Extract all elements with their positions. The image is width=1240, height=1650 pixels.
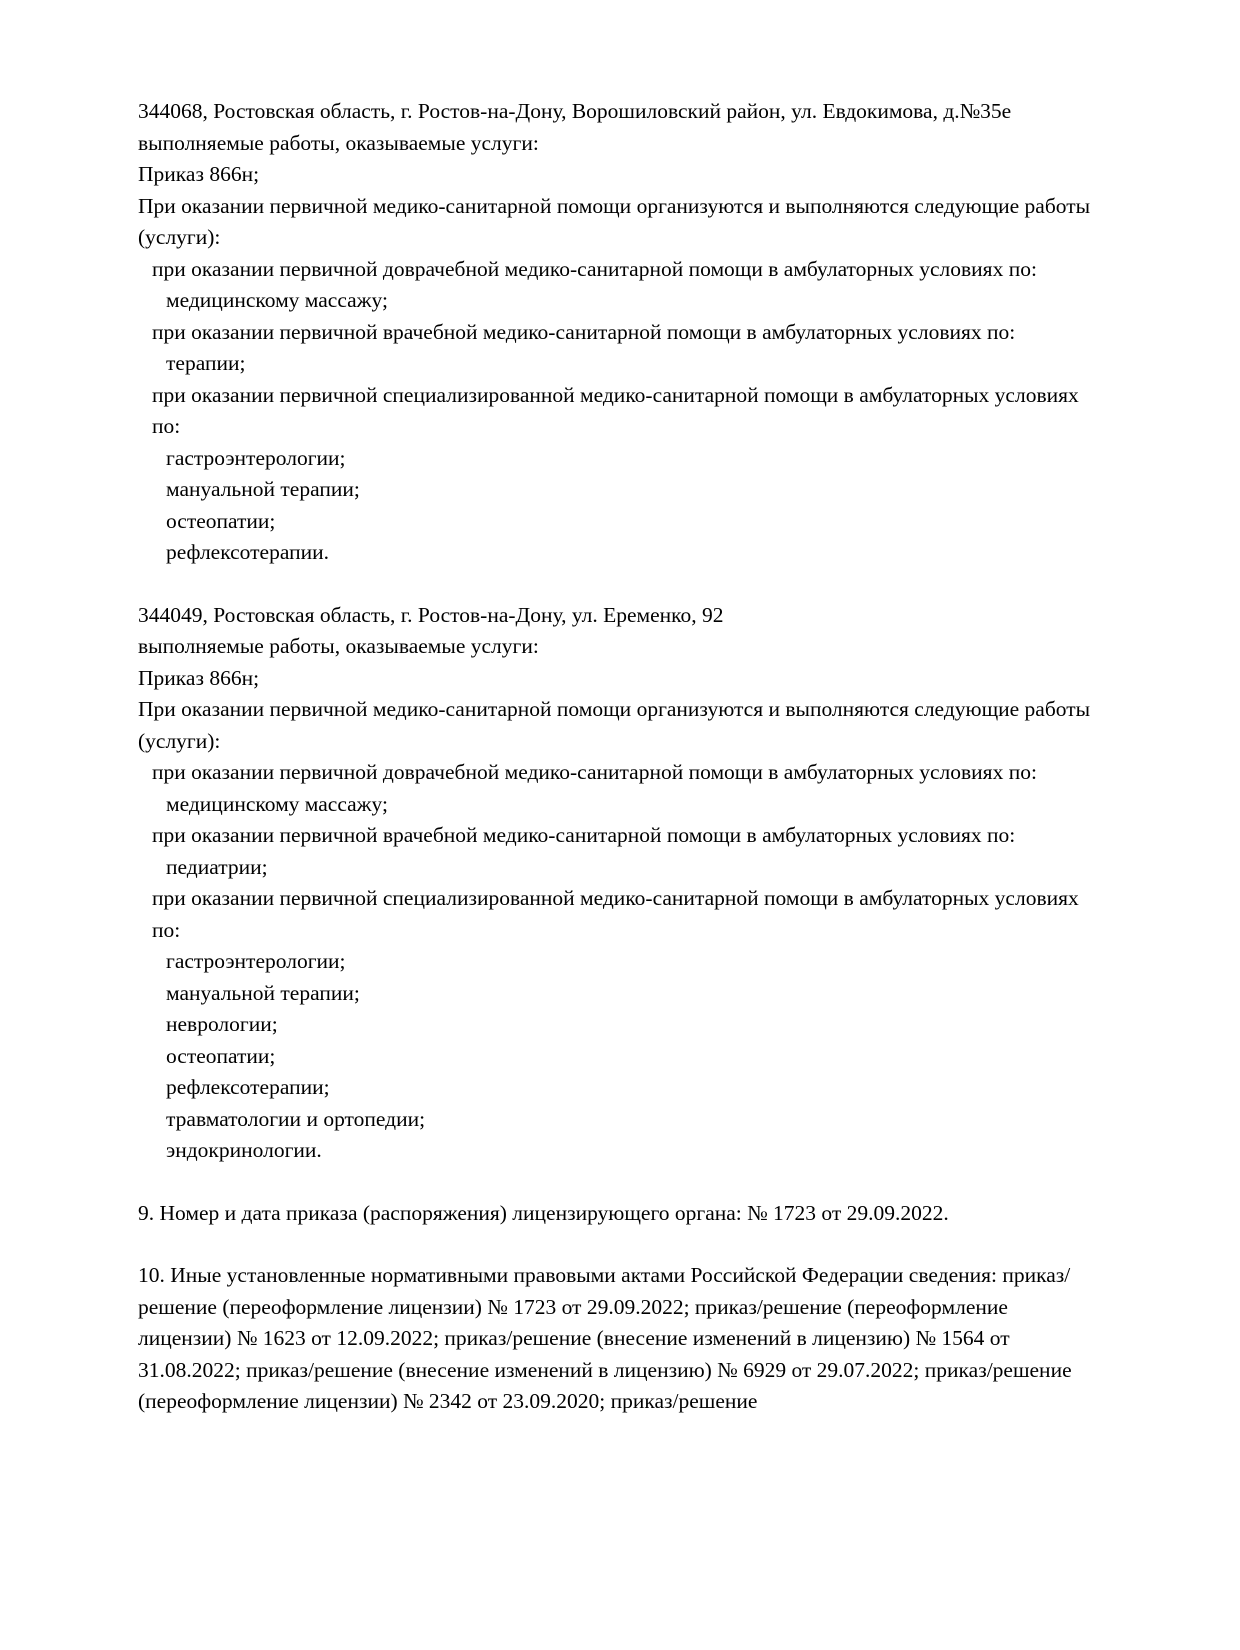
address-section-2 [138,600,1102,1167]
section-spacer [138,1167,1102,1198]
clause-9: 9. Номер и дата приказа (распоряжения) лицензирующего органа: № 1723 от 29.09.2022. [138,1200,949,1225]
service-item: травматологии и ортопедии; [166,1106,426,1131]
service-item: мануальной терапии; [166,980,360,1005]
service-item: рефлексотерапии; [166,1075,330,1099]
service-item: гастроэнтерологии; [166,445,346,470]
service-item: гастроэнтерологии; [166,949,346,973]
order-reference: Приказ 866н; [138,162,260,186]
service-item: педиатрии; [166,854,268,879]
services-intro: При оказании первичной медико-санитарной помощи организуются и выполняются следующие работы (услуги): [138,697,1096,753]
service-group-heading: при оказании первичной специализированной медико-санитарной помощи в амбулаторных условиях по: [152,382,1085,438]
services-intro: При оказании первичной медико-санитарной помощи организуются и выполняются следующие работы (услуги): [138,193,1096,249]
order-reference: Приказ 866н; [138,665,260,690]
facility-address: 344049, Ростовская область, г. Ростов-на-Дону, ул. Еременко, 92 [138,602,724,627]
service-group-heading: при оказании первичной доврачебной медико-санитарной помощи в амбулаторных условиях по: [152,256,1037,281]
address-section-1 [138,96,1102,569]
clause-10: 10. Иные установленные нормативными правовыми актами Российской Федерации сведения: приказ/решение (переоформление лицензии) № 1723 от 29.09.2022; приказ/решение (переоформление лицензии) № 1623 от 12.09.2022; приказ/решение (внесение изменений в лицензию) № 1564 от 31.08.2022; приказ/решение (внесение изменений в лицензию) № 6929 от 29.07.2022; приказ/решение (переоформление лицензии) № 2342 от 23.09.2020; приказ/решение [138,1263,1077,1413]
service-item: эндокринологии. [166,1138,322,1162]
services-label: выполняемые работы, оказываемые услуги: [138,634,539,658]
services-label: выполняемые работы, оказываемые услуги: [138,130,539,155]
section-spacer [138,1229,1102,1260]
section-spacer [138,569,1102,600]
service-item: остеопатии; [166,508,276,533]
service-item: рефлексотерапии. [166,540,329,564]
service-item: медицинскому массажу; [166,791,388,816]
service-item: остеопатии; [166,1043,276,1068]
service-item: терапии; [166,351,246,375]
service-group-heading: при оказании первичной врачебной медико-санитарной помощи в амбулаторных условиях по: [152,319,1016,344]
facility-address: 344068, Ростовская область, г. Ростов-на-Дону, Ворошиловский район, ул. Евдокимова, д.№35е [138,99,1012,123]
service-group-heading: при оказании первичной специализированной медико-санитарной помощи в амбулаторных условиях по: [152,886,1085,942]
service-item: мануальной терапии; [166,477,360,501]
service-item: медицинскому массажу; [166,288,388,312]
service-group-heading: при оказании первичной врачебной медико-санитарной помощи в амбулаторных условиях по: [152,823,1016,847]
document-body [138,96,1102,1418]
service-item: неврологии; [166,1012,278,1036]
service-group-heading: при оказании первичной доврачебной медико-санитарной помощи в амбулаторных условиях по: [152,760,1037,784]
